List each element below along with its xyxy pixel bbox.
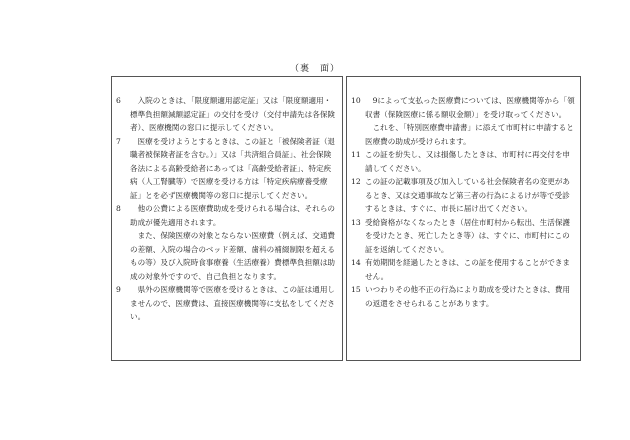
left-column	[111, 76, 343, 361]
list-item	[351, 148, 576, 175]
list-item	[351, 283, 576, 310]
item-number: 10	[351, 96, 361, 105]
item-number: 9	[116, 285, 121, 294]
item-number: 6	[116, 96, 121, 105]
item-text: 受給資格がなくなったとき（居住市町村から転出、生活保護を受けたとき、死亡したとき等）は、すぐに、市町村にこの証を返納してください。	[365, 217, 571, 254]
page-title: （裏 面）	[289, 64, 340, 74]
item-text: 県外の医療機関等で医療を受けるときは、この証は通用しませんので、医療費は、直接医療機関等に支払をしてください。	[130, 285, 336, 321]
item-text: この証を紛失し、又は損傷したときは、市町村に再交付を申請してください。	[365, 150, 571, 173]
list-item	[116, 94, 338, 135]
item-text: 医療を受けようとするときは、この証と「被保険者証（退職者被保険者証を含む。）」又は「共済組合員証」、社会保険各法による高齢受給者にあっては「高齢受給者証」、特定疾病（人工腎臓等）で医療を受ける方は「特定疾病療養受療証」とを必ず医療機関等の窓口に提示してください。	[130, 136, 336, 200]
item-number: 15	[351, 285, 361, 294]
list-item	[351, 216, 576, 257]
item-text: 9によって支払った医療費については、医療機関等から「領収書（保険医療に係る額収金額）」を受け取ってください。	[365, 96, 575, 119]
item-text: いつわりその他不正の行為により助成を受けたときは、費用の返還をさせられることがあります。	[365, 285, 571, 308]
item-subparagraph: また、保険医療の対象とならない医療費（例えば、交通費の差額、入院の場合のベッド差額、歯科の補綴制限を超えるもの等）及び入院時食事療養（生活療養）費標準負担額は助成の対象外ですので、自己負担となります。	[130, 231, 336, 281]
list-item	[351, 175, 576, 216]
list-item	[116, 135, 338, 203]
item-text: 入院のときは、「限度額適用認定証」又は「限度額適用・標準負担額減額認定証」の交付を受け（交付申請先は各保険者）、医療機関の窓口に提示してください。	[130, 96, 336, 132]
item-number: 13	[351, 217, 361, 227]
item-number: 7	[116, 136, 121, 146]
right-column	[346, 76, 581, 361]
item-number: 14	[351, 258, 361, 267]
list-item	[116, 202, 338, 229]
item-text: 有効期間を経過したときは、この証を使用することができません。	[365, 258, 571, 281]
item-text: 他の公費による医療費助成を受けられる場合は、それらの助成が優先適用されます。	[130, 204, 336, 227]
list-item	[351, 94, 576, 121]
list-item	[351, 256, 576, 283]
item-text: この証の記載事項及び加入している社会保険者名の変更があるとき、又は交通事故など第三者の行為によるけが等で受診するときは、すぐに、市長に届け出てください。	[365, 177, 571, 213]
list-item	[116, 283, 338, 324]
item-subparagraph: これを、「特別医療費申請書」に添えて市町村に申請すると医療費の助成が受けられます。	[365, 123, 574, 146]
item-number: 8	[116, 204, 121, 213]
item-number: 11	[351, 150, 361, 159]
item-number: 12	[351, 177, 361, 186]
